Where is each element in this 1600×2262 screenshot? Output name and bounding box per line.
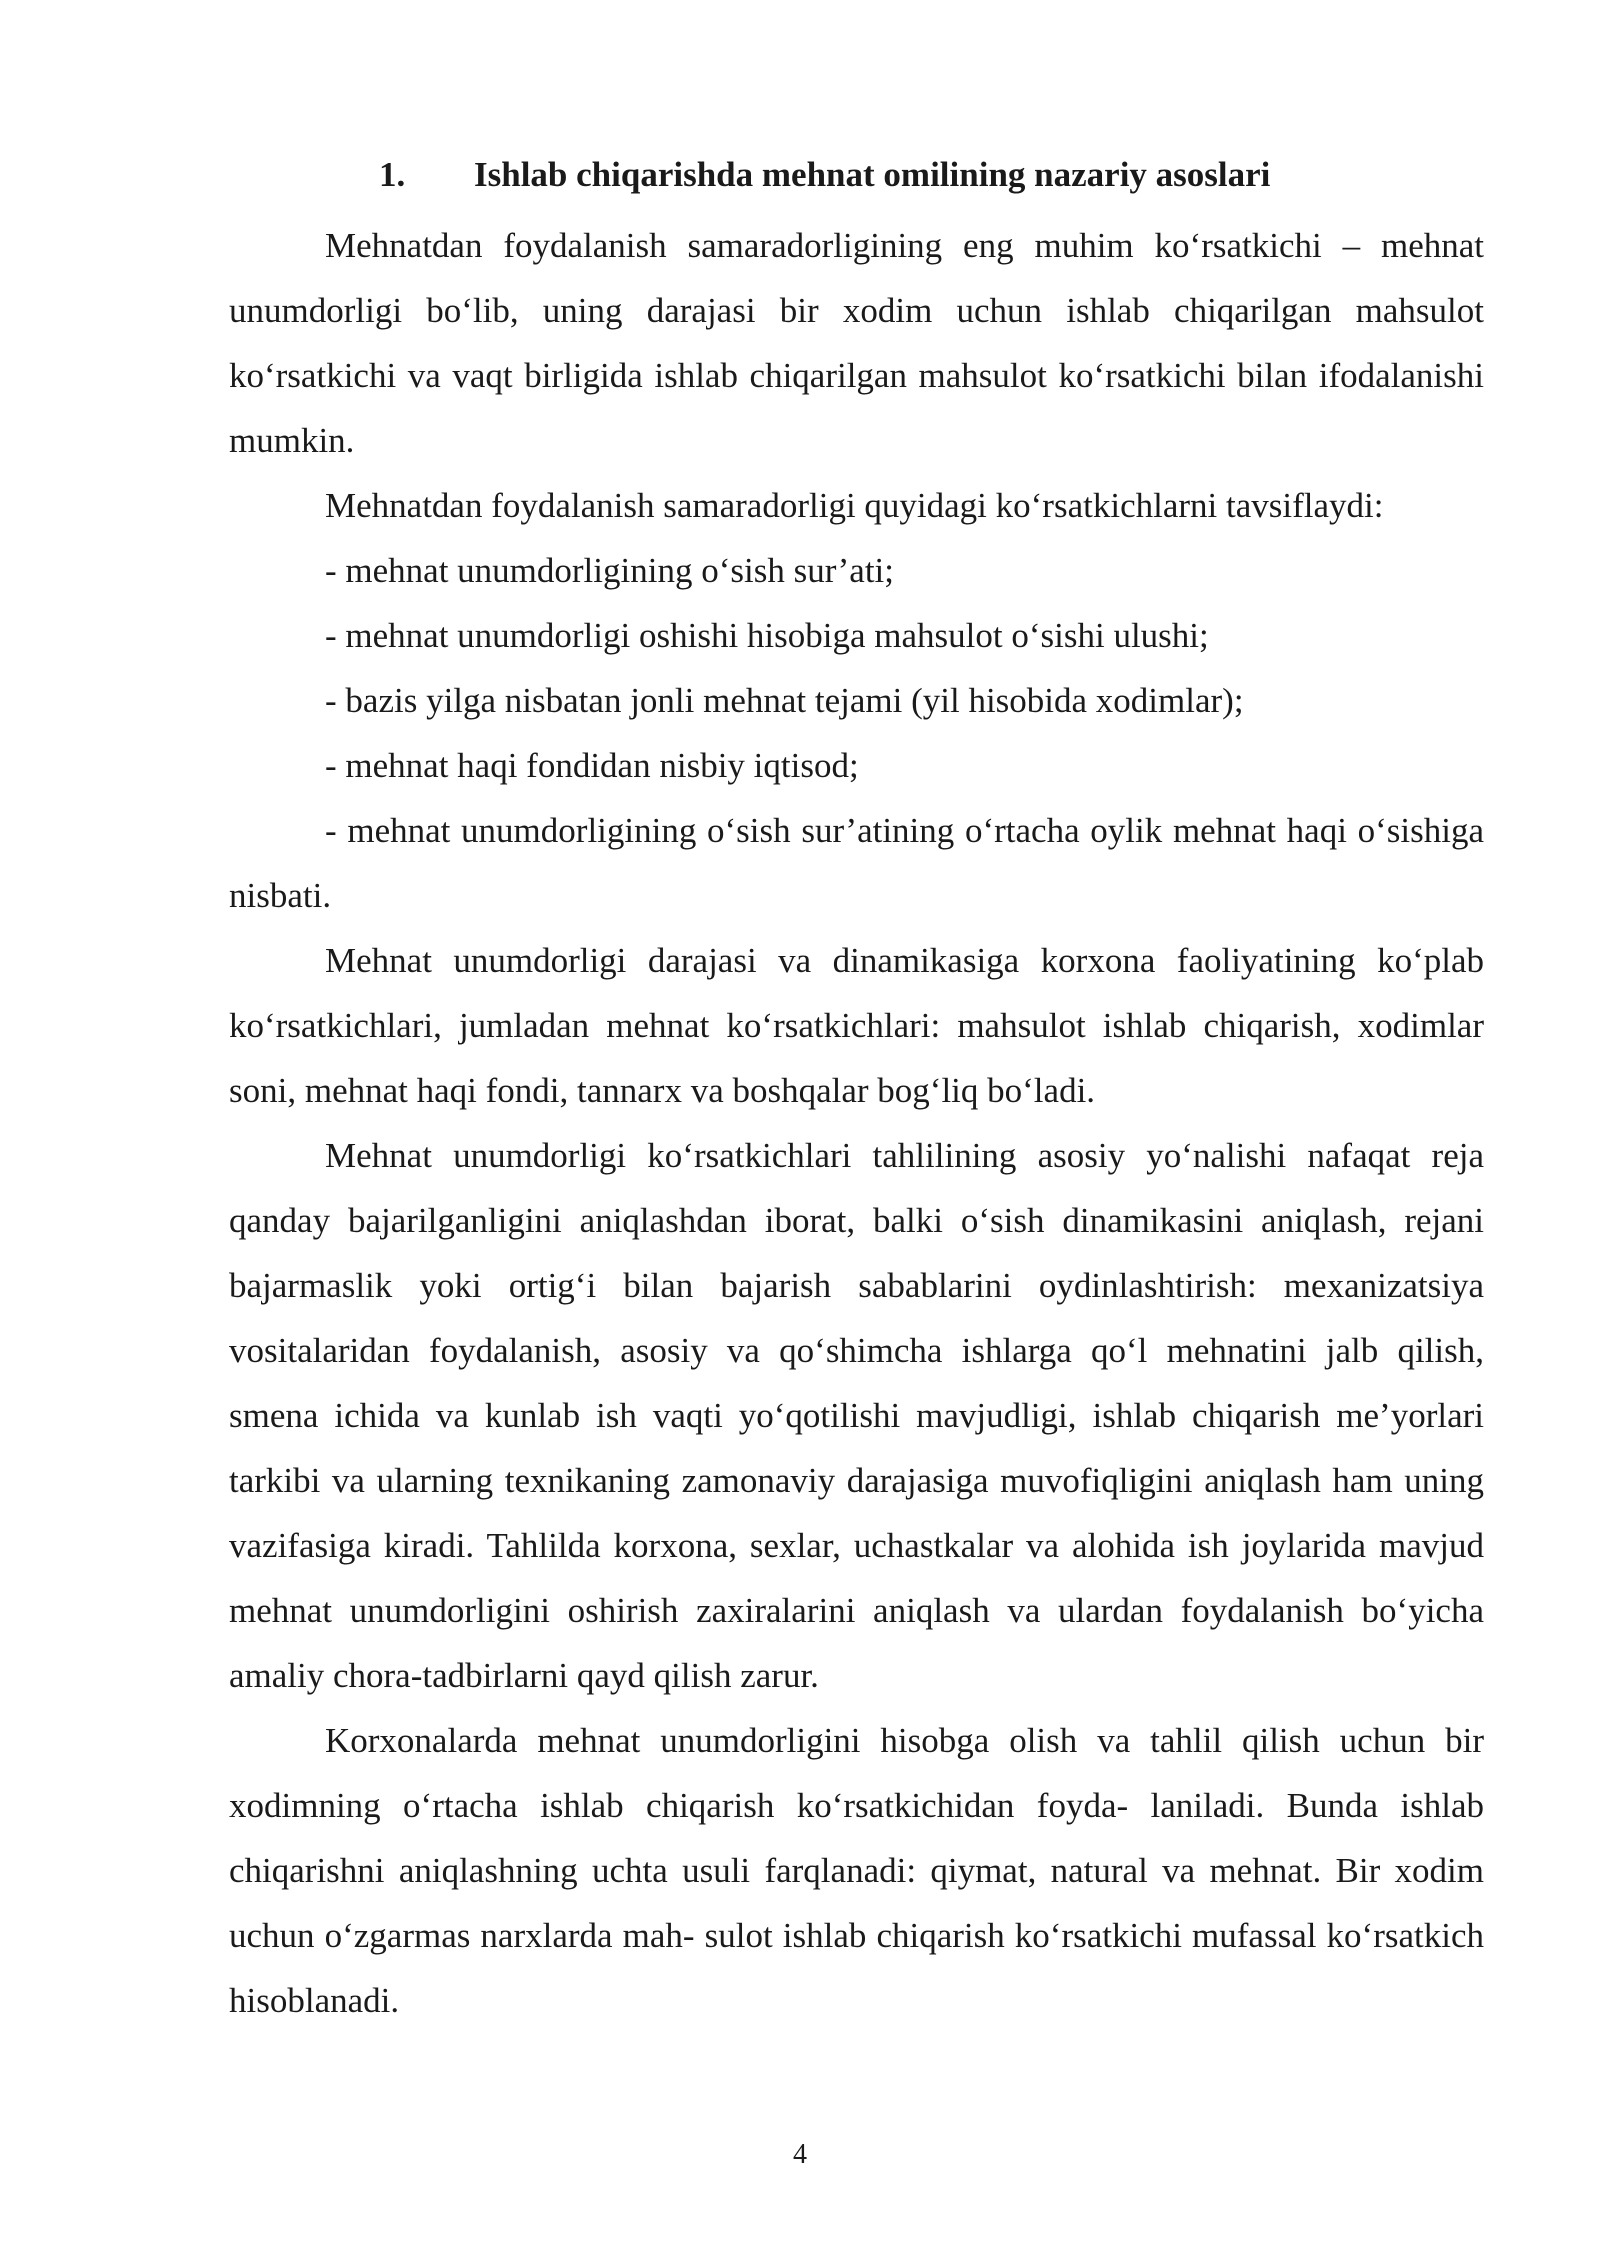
page-number: 4 — [793, 2139, 807, 2170]
list-item-labor-savings: - bazis yilga nisbatan jonli mehnat tejami (yil hisobida xodimlar); — [325, 681, 1244, 720]
section-title: Ishlab chiqarishda mehnat omilining nazariy asoslari — [474, 155, 1271, 194]
paragraph-dynamics-factors: Mehnat unumdorligi darajasi va dinamikasiga korxona faoliyatining ko‘plab ko‘rsatkichlari, jumladan mehnat ko‘rsatkichlari: mahsulot ishlab chiqarish, xodimlar soni, mehnat haqi fondi, tannarx va boshqalar bog‘liq bo‘ladi. — [229, 941, 1484, 1110]
paragraph-indicators-intro: Mehnatdan foydalanish samaradorligi quyidagi ko‘rsatkichlarni tavsiflaydi: — [325, 486, 1384, 525]
list-item-output-share: - mehnat unumdorligi oshishi hisobiga mahsulot o‘sishi ulushi; — [325, 616, 1209, 655]
section-number: 1. — [379, 155, 406, 194]
list-item-growth-ratio: - mehnat unumdorligining o‘sish sur’atining o‘rtacha oylik mehnat haqi o‘sishiga nisbati. — [229, 811, 1484, 915]
paragraph-analysis-direction: Mehnat unumdorligi ko‘rsatkichlari tahlilining asosiy yo‘nalishi nafaqat reja qanday bajarilganligini aniqlashdan iborat, balki o‘sish dinamikasini aniqlash, rejani bajarmaslik yoki ortig‘i bilan bajarish sabablarini oydinlashtirish: mexanizatsiya vositalaridan foydalanish, asosiy va qo‘shimcha ishlarga qo‘l mehnatini jalb qilish, smena ichida va kunlab ish vaqti yo‘qotilishi mavjudligi, ishlab chiqarish me’yorlari tarkibi va ularning texnikaning zamonaviy darajasiga muvofiqligini aniqlash ham uning vazifasiga kiradi. Tahlilda korxona, sexlar, uchastkalar va alohida ish joylarida mavjud mehnat unumdorligini oshirish zaxiralarini aniqlash va ulardan foydalanish bo‘yicha amaliy chora-tadbirlarni qayd qilish zarur. — [229, 1136, 1484, 1695]
paragraph-accounting-methods: Korxonalarda mehnat unumdorligini hisobga olish va tahlil qilish uchun bir xodimning o‘rtacha ishlab chiqarish ko‘rsatkichidan foyda- laniladi. Bunda ishlab chiqarishni aniqlashning uchta usuli farqlanadi: qiymat, natural va mehnat. Bir xodim uchun o‘zgarmas narxlarda mah- sulot ishlab chiqarish ko‘rsatkichi mufassal ko‘rsatkich hisoblanadi. — [229, 1721, 1484, 2020]
paragraph-labor-productivity: Mehnatdan foydalanish samaradorligining eng muhim ko‘rsatkichi – mehnat unumdorligi bo‘lib, uning darajasi bir xodim uchun ishlab chiqarilgan mahsulot ko‘rsatkichi va vaqt birligida ishlab chiqarilgan mahsulot ko‘rsatkichi bilan ifodalanishi mumkin. — [229, 226, 1484, 460]
section-heading — [229, 150, 1484, 200]
list-item-growth-rate: - mehnat unumdorligining o‘sish sur’ati; — [325, 551, 895, 590]
document-page — [229, 150, 1484, 2033]
list-item-wage-fund-economy: - mehnat haqi fondidan nisbiy iqtisod; — [325, 746, 859, 785]
